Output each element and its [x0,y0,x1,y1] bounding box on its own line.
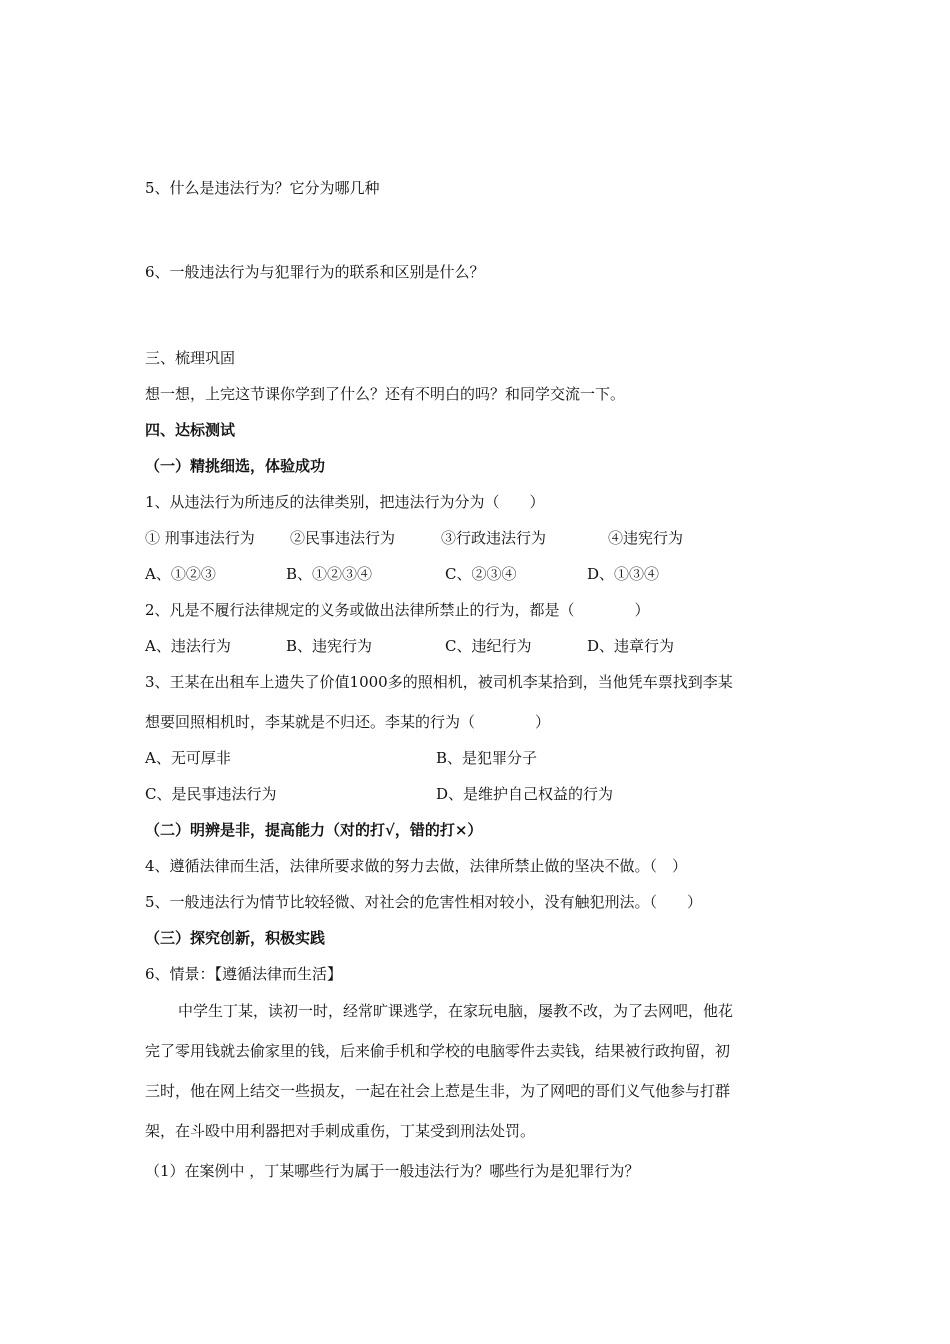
mc3-option-d: D、是维护自己权益的行为 [436,785,614,803]
mc3-option-b: B、是犯罪分子 [436,749,538,767]
section-4-title: 四、达标测试 [145,421,236,439]
mc3-option-c: C、是民事违法行为 [145,785,277,803]
mc1-options [145,564,845,584]
tf-question-5: 5、一般违法行为情节比较轻微、对社会的危害性相对较小，没有触犯刑法。（ ） [145,893,703,911]
mc2-option-d: D、违章行为 [587,637,675,655]
mc1-option-d: D、①③④ [587,565,660,583]
part-1-title: （一）精挑细选，体验成功 [145,457,326,475]
mc2-option-a: A、违法行为 [145,637,231,655]
mc1-items [145,528,845,548]
mc3-stem-line-2: 想要回照相机时，李某就是不归还。李某的行为（ ） [145,713,551,731]
mc2-option-b: B、违宪行为 [286,637,373,655]
mc1-stem: 1、从违法行为所违反的法律类别，把违法行为分为（ ） [145,493,545,511]
mc1-option-a: A、①②③ [145,565,216,583]
mc1-item-4: ④违宪行为 [608,529,684,547]
case-line-1: 中学生丁某，读初一时，经常旷课逃学，在家玩电脑，屡教不改，为了去网吧，他花 [178,1002,734,1020]
mc3-stem-line-1: 3、王某在出租车上遗失了价值1000多的照相机，被司机李某拾到，当他凭车票找到李某 [145,673,733,691]
question-6-open: 6、一般违法行为与犯罪行为的联系和区别是什么？ [145,263,485,281]
mc3-options-row-1 [145,748,845,768]
question-5-open: 5、什么是违法行为？它分为哪几种 [145,179,380,197]
case-line-3: 三时，他在网上结交一些损友，一起在社会上惹是生非，为了网吧的哥们义气他参与打群 [145,1082,731,1100]
mc1-item-3: ③行政违法行为 [441,529,547,547]
case-label: 6、情景：【遵循法律而生活】 [145,965,343,983]
mc1-item-1: ① 刑事违法行为 [145,529,255,547]
mc2-option-c: C、违纪行为 [445,637,532,655]
mc1-option-c: C、②③④ [445,565,517,583]
case-line-4: 架，在斗殴中用利器把对手刺成重伤，丁某受到刑法处罚。 [145,1122,536,1140]
mc3-option-a: A、无可厚非 [145,749,231,767]
mc2-stem: 2、凡是不履行法律规定的义务或做出法律所禁止的行为，都是（ ） [145,601,650,619]
mc1-item-2: ②民事违法行为 [290,529,396,547]
case-line-2: 完了零用钱就去偷家里的钱，后来偷手机和学校的电脑零件去卖钱，结果被行政拘留，初 [145,1042,731,1060]
part-2-title: （二）明辨是非，提高能力（对的打√，错的打×） [145,821,483,839]
mc1-option-b: B、①②③④ [286,565,373,583]
mc3-options-row-2 [145,784,845,804]
case-question-1: （1）在案例中 ，丁某哪些行为属于一般违法行为？哪些行为是犯罪行为？ [145,1162,640,1180]
tf-question-4: 4、遵循法律而生活，法律所要求做的努力去做，法律所禁止做的坚决不做。（ ） [145,857,688,875]
mc2-options [145,636,845,656]
section-3-text: 想一想，上完这节课你学到了什么？还有不明白的吗？和同学交流一下。 [145,385,626,403]
section-3-title: 三、梳理巩固 [145,349,236,367]
part-3-title: （三）探究创新，积极实践 [145,929,326,947]
